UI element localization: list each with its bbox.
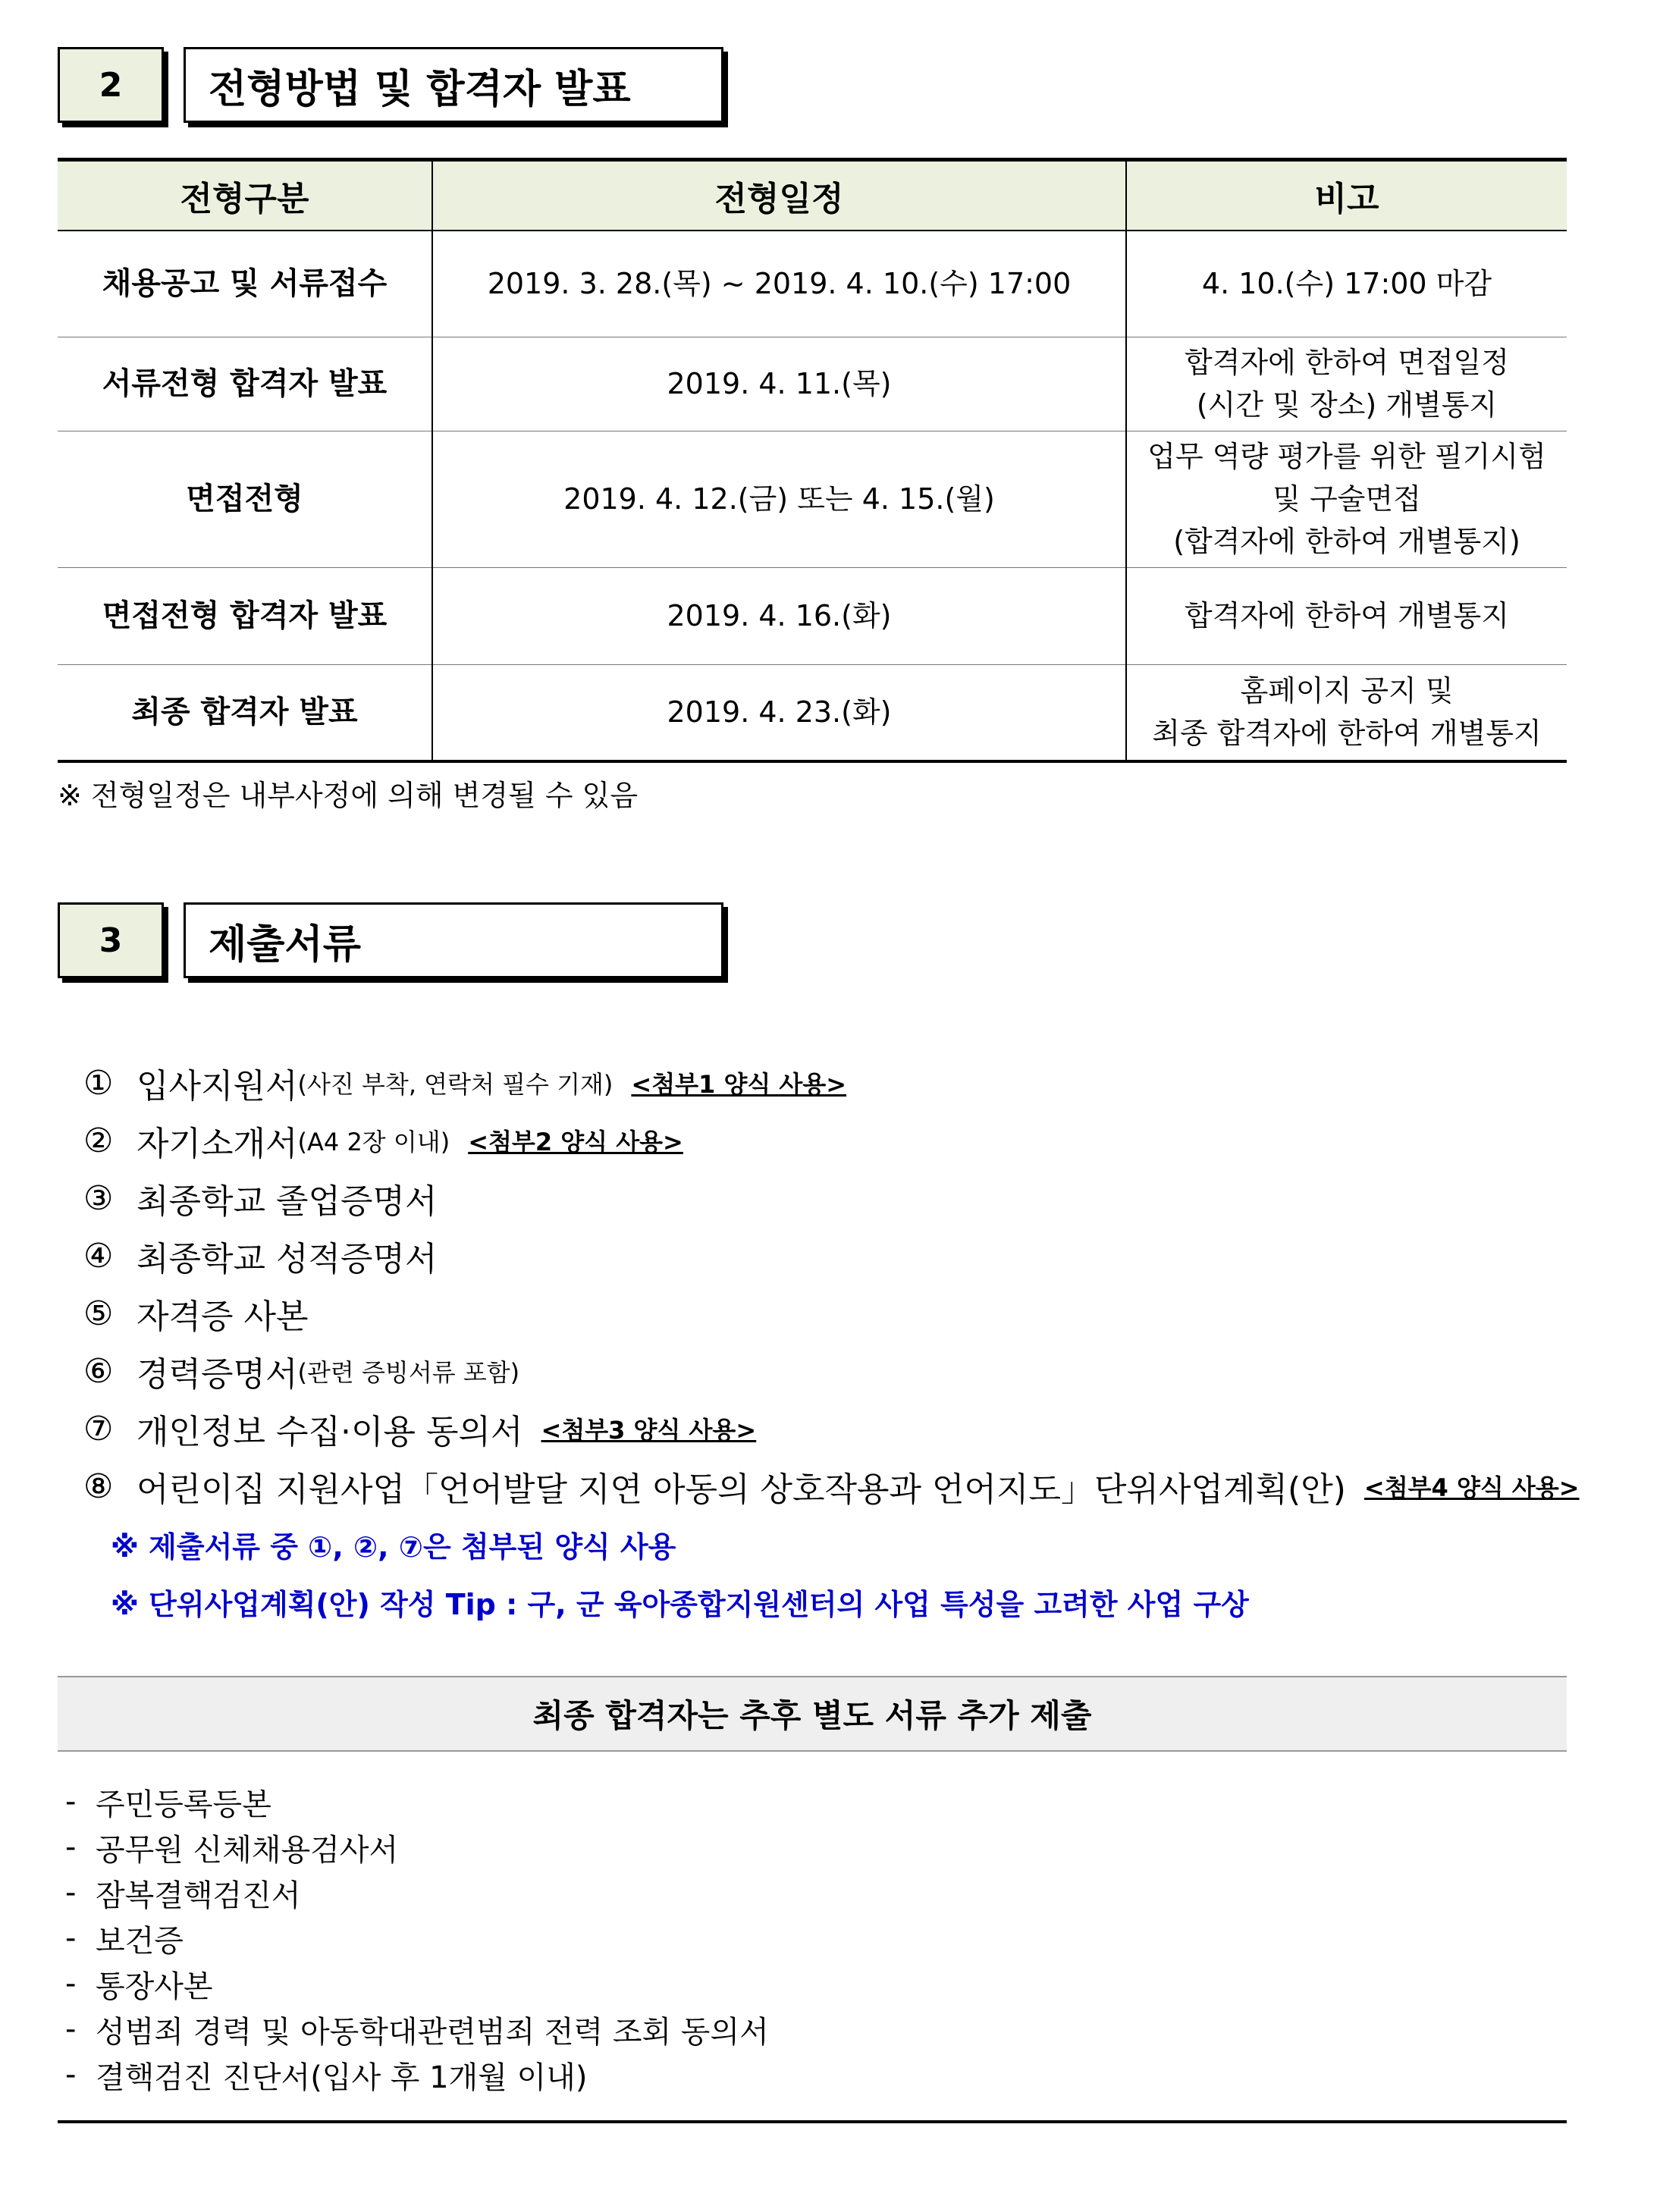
- final-item-text: 잠복결핵검진서: [96, 1878, 301, 1913]
- table-row: [58, 567, 1567, 664]
- final-docs-list: [65, 1779, 769, 2097]
- row-note: [1126, 431, 1567, 567]
- final-docs-banner: 최종 합격자는 추후 별도 서류 추가 제출: [58, 1676, 1567, 1752]
- final-item-text: 공무원 신체채용검사서: [96, 1832, 399, 1868]
- item-name: 입사지원서: [137, 1067, 298, 1106]
- section2-number: 2: [58, 47, 164, 123]
- item-detail: (사진 부착, 연락처 필수 기재): [297, 1070, 613, 1099]
- item-number: ⑤: [83, 1294, 114, 1333]
- note-line: 홈페이지 공지 및: [1240, 674, 1454, 708]
- row-note: [1126, 337, 1567, 431]
- schedule-note: ※ 전형일정은 내부사정에 의해 변경될 수 있음: [58, 779, 639, 812]
- schedule-table: [58, 158, 1567, 763]
- header-note: 비고: [1126, 160, 1567, 231]
- row-date: 2019. 4. 16.(화): [432, 567, 1126, 664]
- list-item: [65, 1825, 769, 1870]
- item-number: ②: [83, 1121, 114, 1160]
- table-row: [58, 337, 1567, 431]
- bottom-divider: [58, 2120, 1567, 2123]
- list-dash: -: [65, 1784, 77, 1819]
- document-note: ※ 제출서류 중 ①, ②, ⑦은 첨부된 양식 사용: [111, 1530, 676, 1564]
- note-line: 업무 역량 평가를 위한 필기시험: [1147, 440, 1546, 473]
- note-line: 최종 합격자에 한하여 개별통지: [1152, 717, 1542, 751]
- list-item: [65, 1915, 769, 1961]
- row-date: 2019. 4. 11.(목): [432, 337, 1126, 431]
- list-dash: -: [65, 2012, 77, 2047]
- document-tip: ※ 단위사업계획(안) 작성 Tip : 구, 군 육아종합지원센터의 사업 특성을 고려한 사업 구상: [111, 1587, 1249, 1621]
- item-number: ①: [83, 1063, 114, 1103]
- row-note: [1126, 231, 1567, 337]
- list-item: [65, 2006, 769, 2052]
- item-number: ⑧: [83, 1467, 114, 1506]
- list-item: [83, 1285, 1580, 1342]
- final-item-text: 결핵검진 진단서(입사 후 1개월 이내): [96, 2060, 588, 2095]
- item-detail: (관련 증빙서류 포함): [297, 1358, 520, 1387]
- final-item-text: 통장사본: [96, 1969, 213, 2004]
- schedule-header-row: [58, 160, 1567, 231]
- item-attachment: <첨부1 양식 사용>: [631, 1070, 847, 1099]
- final-item-text: 주민등록등본: [96, 1787, 271, 1822]
- final-item-text: 보건증: [96, 1923, 184, 1959]
- list-dash: -: [65, 1966, 77, 2001]
- row-kind: 채용공고 및 서류접수: [58, 231, 432, 337]
- row-note: [1126, 567, 1567, 664]
- row-kind: 면접전형: [58, 431, 432, 567]
- list-item: [83, 1054, 1580, 1112]
- item-number: ④: [83, 1236, 114, 1275]
- item-attachment: <첨부2 양식 사용>: [468, 1128, 683, 1156]
- list-item: [65, 2052, 769, 2097]
- note-line: 합격자에 한하여 면접일정: [1185, 346, 1509, 379]
- item-name: 경력증명서: [137, 1355, 298, 1394]
- item-attachment: <첨부4 양식 사용>: [1363, 1473, 1580, 1502]
- list-dash: -: [65, 1830, 77, 1865]
- list-item: [83, 1342, 1580, 1400]
- row-note: [1126, 664, 1567, 761]
- row-date: 2019. 4. 12.(금) 또는 4. 15.(월): [432, 431, 1126, 567]
- item-number: ⑥: [83, 1351, 114, 1391]
- list-dash: -: [65, 1921, 77, 1956]
- header-kind: 전형구분: [58, 160, 432, 231]
- list-item: [65, 1870, 769, 1915]
- list-item: [65, 1961, 769, 2006]
- note-line: 및 구술면접: [1272, 482, 1421, 516]
- item-detail: (A4 2장 이내): [297, 1128, 450, 1156]
- list-dash: -: [65, 1875, 77, 1910]
- item-name: 자격증 사본: [137, 1297, 309, 1336]
- item-attachment: <첨부3 양식 사용>: [541, 1416, 757, 1445]
- list-item: [83, 1457, 1580, 1515]
- section2-title: 전형방법 및 합격자 발표: [184, 47, 723, 123]
- list-item: [83, 1112, 1580, 1169]
- item-name: 자기소개서: [137, 1125, 298, 1163]
- note-line: 합격자에 한하여 개별통지: [1185, 599, 1509, 632]
- item-name: 어린이집 지원사업「언어발달 지연 아동의 상호작용과 언어지도」단위사업계획(안): [137, 1470, 1346, 1509]
- section3-number: 3: [58, 902, 164, 978]
- list-item: [83, 1400, 1580, 1457]
- documents-list: [83, 1054, 1580, 1630]
- item-number: ③: [83, 1178, 114, 1218]
- header-date: 전형일정: [432, 160, 1126, 231]
- note-line: (시간 및 장소) 개별통지: [1196, 388, 1498, 422]
- row-kind: 최종 합격자 발표: [58, 664, 432, 761]
- note-line: (합격자에 한하여 개별통지): [1173, 525, 1520, 558]
- item-name: 최종학교 성적증명서: [137, 1240, 438, 1279]
- row-date: 2019. 3. 28.(목) ~ 2019. 4. 10.(수) 17:00: [432, 231, 1126, 337]
- item-name: 개인정보 수집·이용 동의서: [137, 1413, 523, 1451]
- list-item: [83, 1169, 1580, 1227]
- row-date: 2019. 4. 23.(화): [432, 664, 1126, 761]
- item-name: 최종학교 졸업증명서: [137, 1182, 438, 1221]
- list-dash: -: [65, 2057, 77, 2092]
- table-row: [58, 231, 1567, 337]
- table-row: [58, 664, 1567, 761]
- list-item: [65, 1779, 769, 1825]
- item-number: ⑦: [83, 1409, 114, 1448]
- final-item-text: 성범죄 경력 및 아동학대관련범죄 전력 조회 동의서: [96, 2014, 769, 2050]
- row-kind: 면접전형 합격자 발표: [58, 567, 432, 664]
- table-row: [58, 431, 1567, 567]
- note-line: 4. 10.(수) 17:00 마감: [1201, 267, 1492, 301]
- section3-title: 제출서류: [184, 902, 723, 978]
- list-item: [83, 1227, 1580, 1285]
- row-kind: 서류전형 합격자 발표: [58, 337, 432, 431]
